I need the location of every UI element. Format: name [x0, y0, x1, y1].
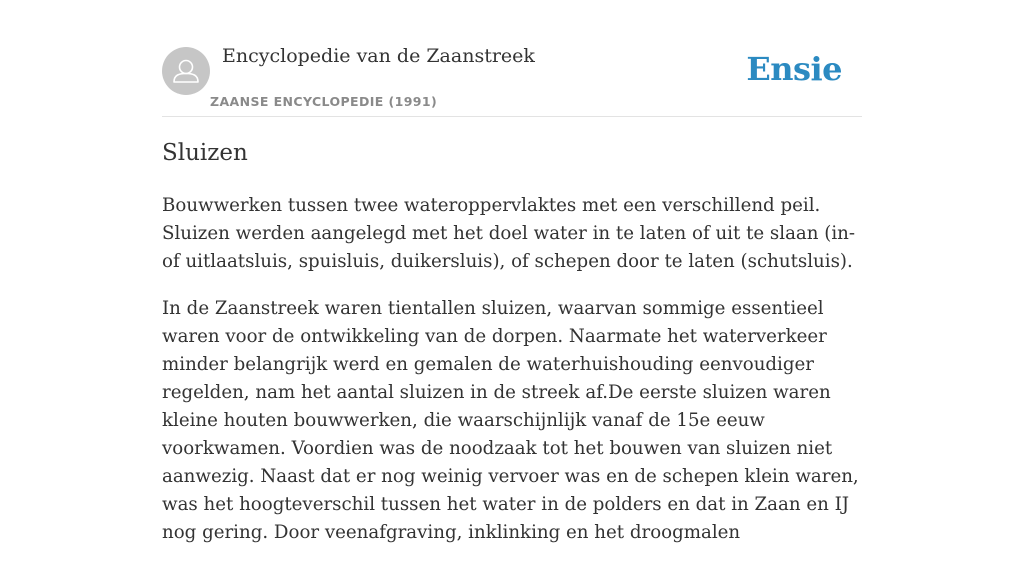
ensie-logo[interactable]: Ensie — [746, 50, 842, 88]
avatar[interactable] — [162, 47, 210, 95]
article-container — [162, 0, 862, 543]
user-icon — [162, 47, 210, 95]
article-paragraph: Bouwwerken tussen twee wateroppervlaktes met een verschillend peil. Sluizen werden aangelegd met het doel water in te laten of uit te slaan (in- of uitlaatsluis, spuisluis, duikersluis), of schepen door te laten (schutsluis). — [162, 195, 856, 272]
article-paragraph: In de Zaanstreek waren tientallen sluizen, waarvan sommige essentieel waren voor de ontwikkeling van de dorpen. Naarmate het waterverkeer minder belangrijk werd en gemalen de waterhuishouding eenvoudiger regelden, nam het aantal sluizen in de streek af.De eerste sluizen waren kleine houten bouwwerken, die waarschijnlijk vanaf de 15e eeuw voorkwamen. Voordien was de noodzaak tot het bouwen van sluizen niet aanwezig. Naast dat er nog weinig vervoer was en de schepen klein waren, was het hoogteverschil tussen het water in de polders en dat in Zaan en IJ nog gering. Door veenafgraving, inklinking en het droogmalen — [162, 298, 859, 543]
source-subtitle: ZAANSE ENCYCLOPEDIE (1991) — [210, 94, 438, 109]
source-header — [162, 0, 862, 117]
page-title: Sluizen — [162, 140, 248, 166]
source-title-link[interactable]: Encyclopedie van de Zaanstreek — [222, 45, 535, 67]
article-body — [162, 192, 862, 566]
